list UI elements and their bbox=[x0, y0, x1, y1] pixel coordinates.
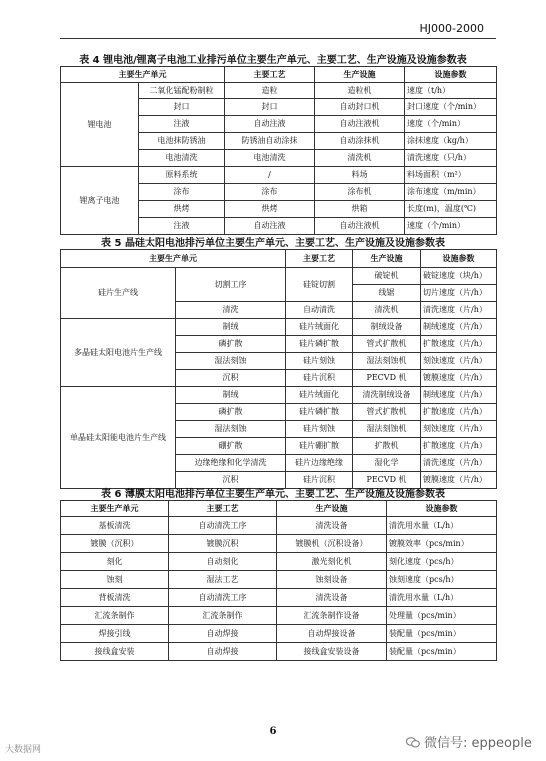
table-cell: 刻化速度（pcs/h） bbox=[387, 553, 497, 571]
table-cell: 自动涂抹机 bbox=[315, 133, 405, 150]
table-cell: 涂布 bbox=[139, 184, 225, 201]
table-cell: 二氧化锰配粉制粒 bbox=[139, 83, 225, 99]
table5 bbox=[60, 249, 497, 489]
table-cell: 沉积 bbox=[176, 472, 286, 489]
table-row bbox=[61, 625, 497, 643]
table-cell: 涂抹速度（kg/h） bbox=[405, 133, 497, 150]
table-cell: 自动焊接 bbox=[169, 625, 277, 643]
table-cell: 蚀刻速度（pcs/h） bbox=[387, 571, 497, 589]
table-cell: 扩散速度（片/h） bbox=[421, 336, 497, 353]
table-cell: 注液 bbox=[139, 218, 225, 235]
table-cell: 镀膜速度（片/h） bbox=[421, 370, 497, 387]
table-cell: 清洗用水量（L/h） bbox=[387, 517, 497, 535]
table-cell: 切割工序 bbox=[176, 268, 286, 302]
wechat-icon bbox=[406, 737, 420, 748]
table6 bbox=[60, 500, 497, 661]
table-cell: 管式扩散机 bbox=[353, 404, 421, 421]
table-cell: 自动刻化 bbox=[169, 553, 277, 571]
table-cell: 烘烤 bbox=[225, 201, 315, 218]
table-cell: 清洗用水量（L/h） bbox=[387, 589, 497, 607]
table-cell: 清洗速度（片/h） bbox=[421, 302, 497, 319]
table-row bbox=[61, 517, 497, 535]
table-cell: 接线盒安装 bbox=[61, 643, 169, 661]
table-cell: 清洗机 bbox=[315, 150, 405, 167]
table-cell: 自动焊接 bbox=[169, 643, 277, 661]
table-cell: 造粒 bbox=[225, 83, 315, 99]
table-cell: 扩散速度（片/h） bbox=[421, 404, 497, 421]
table-cell: 装配量（pcs/min） bbox=[387, 625, 497, 643]
table-cell: 破锭机 bbox=[353, 268, 421, 285]
table-cell: 注液 bbox=[139, 116, 225, 133]
table-cell: 硅片硼扩散 bbox=[286, 438, 353, 455]
table-cell: 原料系统 bbox=[139, 167, 225, 184]
table-cell: 清洗速度（只/h） bbox=[405, 150, 497, 167]
table-cell: 硅片刻蚀 bbox=[286, 353, 353, 370]
table-cell: 电池清洗 bbox=[225, 150, 315, 167]
document-code: HJ000-2000 bbox=[419, 22, 484, 35]
table-cell: 硅锭切割 bbox=[286, 268, 353, 302]
table4-header-process: 主要工艺 bbox=[225, 67, 315, 83]
table-cell: 涂布速度（m/min） bbox=[405, 184, 497, 201]
table5-group-monosilicon: 单晶硅太阳能电池片生产线 bbox=[61, 387, 176, 489]
table-cell: 镀膜速度（片/h） bbox=[421, 472, 497, 489]
table-cell: 硅片沉积 bbox=[286, 472, 353, 489]
table-cell: 湿法刻蚀机 bbox=[353, 421, 421, 438]
table-cell: 硅片刻蚀 bbox=[286, 421, 353, 438]
table-cell: 造粒机 bbox=[315, 83, 405, 99]
table-cell: 硅片绒面化 bbox=[286, 387, 353, 404]
table-cell: 汇流条制作设备 bbox=[277, 607, 387, 625]
table-cell: 清洗制绒设备 bbox=[353, 387, 421, 404]
table-cell: 磷扩散 bbox=[176, 404, 286, 421]
table5-group-polysilicon: 多晶硅太阳电池片生产线 bbox=[61, 319, 176, 387]
table-cell: 硅片磷扩散 bbox=[286, 336, 353, 353]
table-cell: 自动注液 bbox=[225, 218, 315, 235]
table-cell: 清洗速度（片/h） bbox=[421, 455, 497, 472]
table-cell: 镀膜沉积 bbox=[169, 535, 277, 553]
table-cell: 切片速度（片/h） bbox=[421, 285, 497, 302]
table-cell: 自动清洗 bbox=[286, 302, 353, 319]
table-row bbox=[61, 607, 497, 625]
table-cell: 烘烤 bbox=[139, 201, 225, 218]
table-row bbox=[61, 553, 497, 571]
table4-header-unit: 主要生产单元 bbox=[61, 67, 225, 83]
table6-header-param: 设施参数 bbox=[387, 501, 497, 517]
table-cell: 自动清洗工序 bbox=[169, 589, 277, 607]
table-cell: 封口 bbox=[139, 99, 225, 116]
table-cell: 刻蚀速度（片/h） bbox=[421, 421, 497, 438]
table4-group-lithium-ion: 锂离子电池 bbox=[61, 167, 139, 235]
table-cell: 湿法刻蚀 bbox=[176, 353, 286, 370]
table-cell: 硅片边缘绝缘 bbox=[286, 455, 353, 472]
table-cell: 基板清洗 bbox=[61, 517, 169, 535]
table-cell: 自动封口机 bbox=[315, 99, 405, 116]
table-row bbox=[61, 571, 497, 589]
table-cell: 硼扩散 bbox=[176, 438, 286, 455]
table-cell: 线锯 bbox=[353, 285, 421, 302]
table-cell: 制绒速度（片/h） bbox=[421, 387, 497, 404]
table4-group-lithium: 锂电池 bbox=[61, 83, 139, 167]
table-cell: 刻化 bbox=[61, 553, 169, 571]
table6-header-unit: 主要生产单元 bbox=[61, 501, 169, 517]
table-cell: 封口速度（个/min） bbox=[405, 99, 497, 116]
table-cell: 防锈油自动涂抹 bbox=[225, 133, 315, 150]
table-cell: 湿化学 bbox=[353, 455, 421, 472]
table6-header-process: 主要工艺 bbox=[169, 501, 277, 517]
table-cell: 湿法刻蚀 bbox=[176, 421, 286, 438]
watermark-right-text: 微信号: eppeople bbox=[424, 736, 532, 751]
table-cell: 处理量（pcs/min） bbox=[387, 607, 497, 625]
table-cell: 电池清洗 bbox=[139, 150, 225, 167]
table4-header-param: 设施参数 bbox=[405, 67, 497, 83]
table-cell: 湿法刻蚀机 bbox=[353, 353, 421, 370]
table-cell: 料场 bbox=[315, 167, 405, 184]
table5-header-unit: 主要生产单元 bbox=[61, 250, 286, 268]
table-row bbox=[61, 643, 497, 661]
table-cell: 自动注液 bbox=[225, 116, 315, 133]
table6-caption: 表 6 薄膜太阳电池排污单位主要生产单元、主要工艺、生产设施及设施参数表 bbox=[101, 489, 445, 500]
table-cell: 自动清洗工序 bbox=[169, 517, 277, 535]
table6-header-facility: 生产设施 bbox=[277, 501, 387, 517]
table-cell: 硅片沉积 bbox=[286, 370, 353, 387]
table4-header-facility: 生产设施 bbox=[315, 67, 405, 83]
table5-group-wafer: 硅片生产线 bbox=[61, 268, 176, 319]
table-row bbox=[61, 535, 497, 553]
table-cell: 镀膜机（沉积设备） bbox=[277, 535, 387, 553]
table-cell: 速度（t/h） bbox=[405, 83, 497, 99]
table-cell: 硅片磷扩散 bbox=[286, 404, 353, 421]
table-cell: 制绒设备 bbox=[353, 319, 421, 336]
table-row bbox=[61, 589, 497, 607]
table-cell: 涂布 bbox=[225, 184, 315, 201]
header-rule bbox=[60, 38, 496, 39]
table-cell: 速度（个/min） bbox=[405, 218, 497, 235]
table-cell: PECVD 机 bbox=[353, 472, 421, 489]
table-cell: 沉积 bbox=[176, 370, 286, 387]
table-cell: 清洗机 bbox=[353, 302, 421, 319]
table-cell: 电池抹防锈油 bbox=[139, 133, 225, 150]
table-cell: 湿法工艺 bbox=[169, 571, 277, 589]
watermark-left bbox=[5, 742, 41, 755]
table-cell: 汇流条制作 bbox=[61, 607, 169, 625]
table-cell: 破锭速度（块/h） bbox=[421, 268, 497, 285]
table-cell: 烘箱 bbox=[315, 201, 405, 218]
table-cell: 制绒速度（片/h） bbox=[421, 319, 497, 336]
table-cell: 镀膜（沉积） bbox=[61, 535, 169, 553]
table-cell: 蚀刻 bbox=[61, 571, 169, 589]
table-cell: 刻蚀速度（片/h） bbox=[421, 353, 497, 370]
table-cell: 蚀刻设备 bbox=[277, 571, 387, 589]
table5-header-process: 主要工艺 bbox=[286, 250, 353, 268]
table-cell: 管式扩散机 bbox=[353, 336, 421, 353]
table-cell: 汇流条制作 bbox=[169, 607, 277, 625]
watermark-right bbox=[406, 732, 532, 751]
table5-caption: 表 5 晶硅太阳电池排污单位主要生产单元、主要工艺、生产设施及设施参数表 bbox=[101, 238, 445, 249]
table-cell: 清洗 bbox=[176, 302, 286, 319]
table-cell: 装配量（pcs/min） bbox=[387, 643, 497, 661]
table-cell: 清洗设备 bbox=[277, 517, 387, 535]
table-cell: / bbox=[225, 167, 315, 184]
table-cell: 自动注液机 bbox=[315, 116, 405, 133]
table-cell: 扩散速度（片/h） bbox=[421, 438, 497, 455]
table-cell: 背板清洗 bbox=[61, 589, 169, 607]
table-cell: 制绒 bbox=[176, 387, 286, 404]
table5-header-param: 设施参数 bbox=[421, 250, 497, 268]
table-cell: 自动焊接设备 bbox=[277, 625, 387, 643]
table-cell: 扩散机 bbox=[353, 438, 421, 455]
table-cell: 封口 bbox=[225, 99, 315, 116]
table5-header-facility: 生产设施 bbox=[353, 250, 421, 268]
page-number: 6 bbox=[269, 726, 277, 737]
table-cell: 激光刻化机 bbox=[277, 553, 387, 571]
table-cell: 焊接引线 bbox=[61, 625, 169, 643]
table-cell: 料场面积（m²） bbox=[405, 167, 497, 184]
table-cell: 清洗设备 bbox=[277, 589, 387, 607]
table-cell: 涂布机 bbox=[315, 184, 405, 201]
table-cell: 自动注液机 bbox=[315, 218, 405, 235]
table4 bbox=[60, 66, 497, 235]
table-cell: 制绒 bbox=[176, 319, 286, 336]
table-cell: 速度（个/min） bbox=[405, 116, 497, 133]
table-cell: 硅片绒面化 bbox=[286, 319, 353, 336]
table-cell: 镀膜效率（pcs/min） bbox=[387, 535, 497, 553]
table-cell: 磷扩散 bbox=[176, 336, 286, 353]
table-cell: 长度(m)，温度(℃) bbox=[405, 201, 497, 218]
table-cell: PECVD 机 bbox=[353, 370, 421, 387]
table-cell: 接线盒安装设备 bbox=[277, 643, 387, 661]
watermark-left-text: 大数据网 bbox=[5, 745, 42, 755]
table4-caption: 表 4 锂电池/锂离子电池工业排污单位主要生产单元、主要工艺、生产设施及设施参数表 bbox=[79, 55, 467, 66]
table-cell: 边缘绝缘和化学清洗 bbox=[176, 455, 286, 472]
